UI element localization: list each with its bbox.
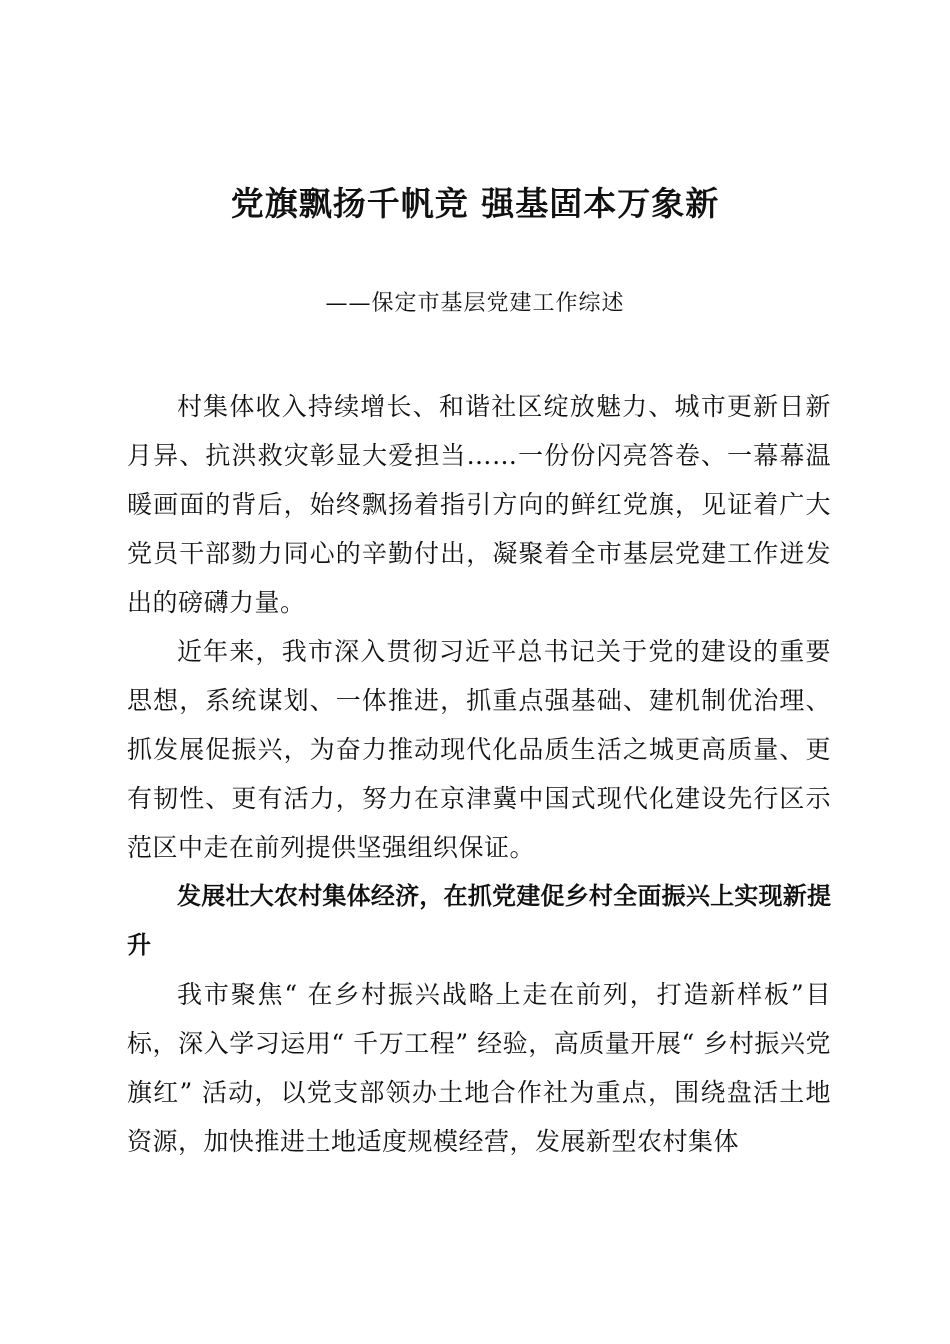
paragraph-section: 我市聚焦“ 在乡村振兴战略上走在前列，打造新样板”目标，深入学习运用“ 千万工程” 经验，高质量开展“ 乡村振兴党旗红” 活动，以党支部领办土地合作社为重点，围绕盘活土地资源，加快推进土地适度规模经营，发展新型农村集体	[127, 980, 831, 1156]
section-heading: 发展壮大农村集体经济，在抓党建促乡村全面振兴上实现新提升	[127, 882, 831, 959]
paragraph-intro: 村集体收入持续增长、和谐社区绽放魅力、城市更新日新月异、抗洪救灾彰显大爱担当……一份份闪亮答卷、一幕幕温暖画面的背后，始终飘扬着指引方向的鲜红党旗，见证着广大党员干部勠力同心的辛勤付出，凝聚着全市基层党建工作迸发出的磅礴力量。	[127, 392, 831, 617]
document-title: 党旗飘扬千帆竞 强基固本万象新	[230, 184, 720, 223]
paragraph-overview: 近年来，我市深入贯彻习近平总书记关于党的建设的重要思想，系统谋划、一体推进，抓重点强基础、建机制优治理、抓发展促振兴，为奋力推动现代化品质生活之城更高质量、更有韧性、更有活力，努力在京津冀中国式现代化建设先行区示范区中走在前列提供坚强组织保证。	[127, 637, 831, 862]
document-subtitle: ——保定市基层党建工作综述	[325, 291, 625, 316]
document-body	[127, 382, 831, 1166]
